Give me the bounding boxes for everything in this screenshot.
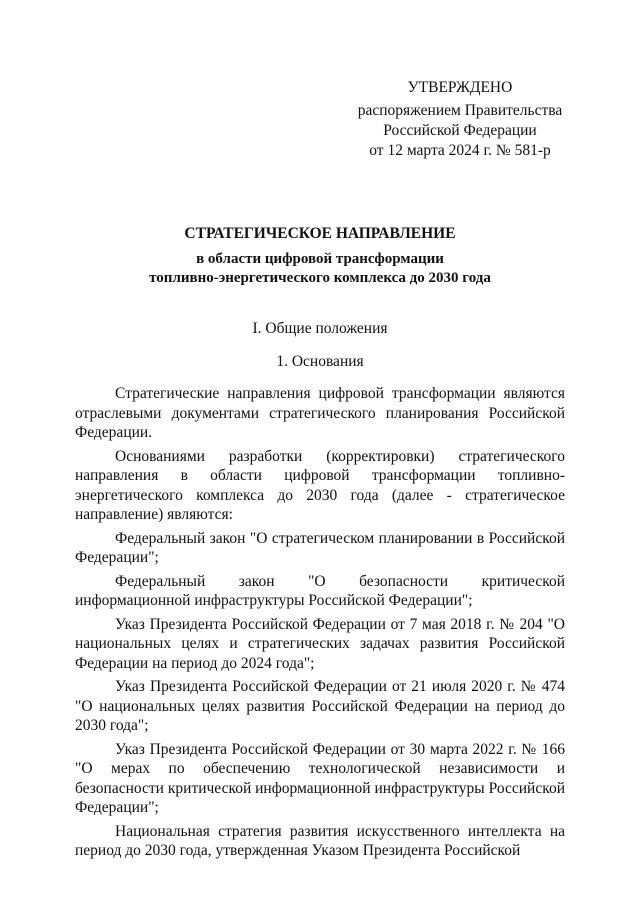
paragraph: Указ Президента Российской Федерации от 7 мая 2018 г. № 204 "О национальных целях и стратегических задачах развития Российской Федерации на период до 2024 года"; (75, 615, 565, 672)
paragraph: Указ Президента Российской Федерации от 21 июля 2020 г. № 474 "О национальных целях развития Российской Федерации на период до 2030 года"; (75, 678, 565, 734)
document-subtitle-line: в области цифровой трансформации (196, 251, 444, 267)
paragraph: Федеральный закон "О безопасности критической информационной инфраструктуры Российской Федерации"; (75, 572, 565, 609)
paragraph: Стратегические направления цифровой трансформации являются отраслевыми документами стратегического планирования Российской Федерации. (75, 385, 565, 441)
document-title: СТРАТЕГИЧЕСКОЕ НАПРАВЛЕНИЕ (184, 225, 456, 242)
document-subtitle-line: топливно-энергетического комплекса до 2030 года (149, 270, 491, 286)
approval-title: УТВЕРЖДЕНО (407, 79, 513, 96)
section-heading: I. Общие положения (252, 320, 388, 337)
document-body (75, 384, 565, 865)
paragraph: Основаниями разработки (корректировки) стратегического направления в области цифровой трансформации топливно-энергетического комплекса до 2030 года (далее - стратегическое направление) являются: (75, 447, 565, 523)
approval-line: от 12 марта 2024 г. № 581-р (369, 142, 551, 159)
subsection-heading: 1. Основания (276, 353, 364, 370)
approval-line: Российской Федерации (383, 122, 537, 139)
document-subtitle (0, 250, 640, 288)
paragraph: Федеральный закон "О стратегическом планировании в Российской Федерации"; (75, 529, 565, 566)
approval-block (340, 78, 580, 161)
paragraph: Национальная стратегия развития искусственного интеллекта на период до 2030 года, утвержденная Указом Президента Российской (75, 822, 565, 859)
approval-line: распоряжением Правительства (357, 102, 563, 119)
paragraph: Указ Президента Российской Федерации от 30 марта 2022 г. № 166 "О мерах по обеспечению технологической независимости и безопасности критической информационной инфраструктуры Российской Федерации"; (75, 740, 565, 816)
